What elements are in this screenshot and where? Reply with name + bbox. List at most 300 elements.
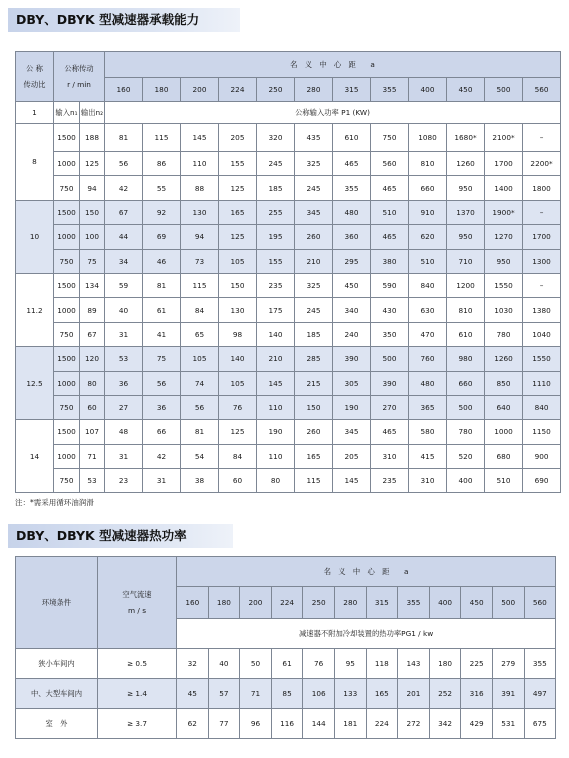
power-value: 56 (181, 395, 219, 419)
power-value: 590 (371, 273, 409, 297)
power-value: 59 (105, 273, 143, 297)
output-speed: 60 (80, 395, 105, 419)
power-value: 760 (409, 347, 447, 371)
thermal-value: 316 (461, 679, 493, 709)
thermal-value: 96 (240, 709, 272, 739)
speed-header (54, 52, 105, 102)
power-value: 65 (181, 322, 219, 346)
power-value: 465 (371, 225, 409, 249)
power-value: 660 (409, 176, 447, 200)
power-value: 110 (257, 395, 295, 419)
power-value: 345 (333, 420, 371, 444)
power-value: 1900* (485, 200, 523, 224)
power-value: 140 (257, 322, 295, 346)
center-value: 355 (398, 587, 430, 619)
thermal-value: 85 (271, 679, 303, 709)
input-speed: 1000 (54, 225, 80, 249)
power-value: 260 (295, 225, 333, 249)
power-value: 74 (181, 371, 219, 395)
thermal-value: 32 (177, 649, 209, 679)
power-value: 34 (105, 249, 143, 273)
thermal-value: 225 (461, 649, 493, 679)
power-value: 1200 (447, 273, 485, 297)
power-value: 145 (333, 469, 371, 493)
ratio-value: 14 (16, 420, 54, 493)
center-value: 560 (523, 78, 561, 102)
power-value: 435 (295, 124, 333, 152)
power-value: 185 (295, 322, 333, 346)
thermal-value: 355 (524, 649, 556, 679)
power-value: 145 (257, 371, 295, 395)
output-speed: 80 (80, 371, 105, 395)
center-value: 224 (271, 587, 303, 619)
input-speed: 750 (54, 395, 80, 419)
center-value: 500 (485, 78, 523, 102)
thermal-value: 118 (366, 649, 398, 679)
table-row (16, 444, 561, 468)
output-speed: 75 (80, 249, 105, 273)
power-value: 680 (485, 444, 523, 468)
air-speed-header (98, 557, 177, 649)
power-value: 430 (371, 298, 409, 322)
power-value: 125 (219, 420, 257, 444)
table-row (16, 649, 556, 679)
power-value: 195 (257, 225, 295, 249)
thermal-power-label: 减速器不附加冷却装置的热功率PG1 / kw (177, 619, 556, 649)
power-value: 285 (295, 347, 333, 371)
power-value: 80 (257, 469, 295, 493)
thermal-value: 279 (492, 649, 524, 679)
power-value: 245 (295, 176, 333, 200)
power-value: 500 (447, 395, 485, 419)
table-row (16, 347, 561, 371)
power-value: 260 (295, 420, 333, 444)
power-value: 23 (105, 469, 143, 493)
thermal-value: 181 (334, 709, 366, 739)
output-speed: 71 (80, 444, 105, 468)
thermal-value: 62 (177, 709, 209, 739)
input-speed-label: 输入n₁ (54, 102, 80, 124)
output-speed: 150 (80, 200, 105, 224)
power-value: 105 (181, 347, 219, 371)
center-value: 180 (143, 78, 181, 102)
thermal-value: 95 (334, 649, 366, 679)
power-value: 235 (371, 469, 409, 493)
thermal-value: 497 (524, 679, 556, 709)
power-value: 1370 (447, 200, 485, 224)
center-distance-header: 名 义 中 心 距 a (177, 557, 556, 587)
power-value: 1270 (485, 225, 523, 249)
power-value: 69 (143, 225, 181, 249)
power-value: 810 (447, 298, 485, 322)
table-row (16, 420, 561, 444)
power-value: 84 (219, 444, 257, 468)
power-value: 1150 (523, 420, 561, 444)
environment-value: 中、大型车间内 (16, 679, 98, 709)
center-value: 450 (447, 78, 485, 102)
power-value: 44 (105, 225, 143, 249)
power-value: 1110 (523, 371, 561, 395)
power-value: 115 (295, 469, 333, 493)
thermal-value: 40 (208, 649, 240, 679)
output-speed: 94 (80, 176, 105, 200)
power-value: 560 (371, 152, 409, 176)
thermal-table (15, 556, 556, 739)
thermal-value: 77 (208, 709, 240, 739)
power-value: 55 (143, 176, 181, 200)
power-value: 950 (485, 249, 523, 273)
power-value: 1680* (447, 124, 485, 152)
power-value: 1380 (523, 298, 561, 322)
power-value: 415 (409, 444, 447, 468)
power-value: 61 (143, 298, 181, 322)
input-speed: 1000 (54, 298, 80, 322)
power-value: 610 (333, 124, 371, 152)
power-value: 140 (219, 347, 257, 371)
power-value: 1550 (523, 347, 561, 371)
power-value: 465 (371, 176, 409, 200)
thermal-value: 342 (429, 709, 461, 739)
power-value: 340 (333, 298, 371, 322)
section-title-thermal: DBY、DBYK 型减速器热功率 (8, 524, 233, 548)
power-value: 520 (447, 444, 485, 468)
air-speed-value: ≥ 0.5 (98, 649, 177, 679)
thermal-value: 675 (524, 709, 556, 739)
power-value: 205 (219, 124, 257, 152)
power-value: 67 (105, 200, 143, 224)
ratio-header-line2: 传动比 (23, 79, 46, 89)
power-value: 850 (485, 371, 523, 395)
thermal-value: 272 (398, 709, 430, 739)
power-value: 950 (447, 225, 485, 249)
power-value: 48 (105, 420, 143, 444)
power-value: 235 (257, 273, 295, 297)
output-speed: 67 (80, 322, 105, 346)
power-value: 1030 (485, 298, 523, 322)
center-value: 280 (295, 78, 333, 102)
power-value: 92 (143, 200, 181, 224)
power-value: 480 (409, 371, 447, 395)
power-value: 390 (333, 347, 371, 371)
power-value: – (523, 273, 561, 297)
thermal-value: 391 (492, 679, 524, 709)
power-value: 56 (143, 371, 181, 395)
thermal-value: 144 (303, 709, 335, 739)
input-speed: 1000 (54, 444, 80, 468)
output-speed: 89 (80, 298, 105, 322)
power-value: 41 (143, 322, 181, 346)
power-value: 155 (219, 152, 257, 176)
power-value: 510 (409, 249, 447, 273)
thermal-value: 180 (429, 649, 461, 679)
capacity-table (15, 51, 561, 493)
power-value: 73 (181, 249, 219, 273)
thermal-value: 201 (398, 679, 430, 709)
power-value: 110 (181, 152, 219, 176)
power-value: 255 (257, 200, 295, 224)
power-value: 185 (257, 176, 295, 200)
power-value: 620 (409, 225, 447, 249)
power-value: 2200* (523, 152, 561, 176)
power-value: 1800 (523, 176, 561, 200)
ratio-value: 11.2 (16, 273, 54, 346)
power-value: 150 (295, 395, 333, 419)
air-speed-value: ≥ 1.4 (98, 679, 177, 709)
environment-header: 环境条件 (16, 557, 98, 649)
table-row (16, 679, 556, 709)
power-value: 190 (257, 420, 295, 444)
ratio-value: 10 (16, 200, 54, 273)
center-distance-header: 名 义 中 心 距 a (105, 52, 561, 78)
power-value: 125 (219, 225, 257, 249)
power-value: 1400 (485, 176, 523, 200)
table-row (16, 200, 561, 224)
power-value: 2100* (485, 124, 523, 152)
power-value: 115 (143, 124, 181, 152)
power-value: 115 (181, 273, 219, 297)
power-value: 660 (447, 371, 485, 395)
power-value: 910 (409, 200, 447, 224)
thermal-value: 61 (271, 649, 303, 679)
input-speed: 1000 (54, 371, 80, 395)
output-speed: 53 (80, 469, 105, 493)
input-speed: 1500 (54, 200, 80, 224)
center-value: 280 (334, 587, 366, 619)
power-value: 1000 (485, 420, 523, 444)
power-value: 1300 (523, 249, 561, 273)
power-value: 360 (333, 225, 371, 249)
power-value: 56 (105, 152, 143, 176)
thermal-value: 45 (177, 679, 209, 709)
center-value: 250 (303, 587, 335, 619)
power-value: 580 (409, 420, 447, 444)
power-value: 31 (105, 444, 143, 468)
power-value: 53 (105, 347, 143, 371)
thermal-value: 71 (240, 679, 272, 709)
power-value: – (523, 200, 561, 224)
power-value: 1700 (523, 225, 561, 249)
air-speed-header-line1: 空气流速 (122, 590, 152, 599)
thermal-value: 50 (240, 649, 272, 679)
thermal-value: 224 (366, 709, 398, 739)
power-value: 295 (333, 249, 371, 273)
power-value: 900 (523, 444, 561, 468)
thermal-value: 531 (492, 709, 524, 739)
input-speed: 750 (54, 249, 80, 273)
power-value: 190 (333, 395, 371, 419)
power-value: 210 (295, 249, 333, 273)
thermal-value: 57 (208, 679, 240, 709)
power-value: 305 (333, 371, 371, 395)
input-speed: 1000 (54, 152, 80, 176)
thermal-value: 429 (461, 709, 493, 739)
power-value: 270 (371, 395, 409, 419)
power-value: 840 (409, 273, 447, 297)
air-speed-value: ≥ 3.7 (98, 709, 177, 739)
center-value: 400 (429, 587, 461, 619)
power-value: 750 (371, 124, 409, 152)
power-value: 150 (219, 273, 257, 297)
center-value: 180 (208, 587, 240, 619)
power-value: 94 (181, 225, 219, 249)
center-value: 224 (219, 78, 257, 102)
power-value: 36 (105, 371, 143, 395)
output-speed: 100 (80, 225, 105, 249)
table-row (16, 176, 561, 200)
output-speed: 134 (80, 273, 105, 297)
thermal-value: 252 (429, 679, 461, 709)
input-speed: 750 (54, 469, 80, 493)
power-value: 465 (333, 152, 371, 176)
power-value: 240 (333, 322, 371, 346)
power-value: 465 (371, 420, 409, 444)
input-speed: 750 (54, 322, 80, 346)
output-speed: 120 (80, 347, 105, 371)
power-value: 81 (105, 124, 143, 152)
power-value: 245 (295, 298, 333, 322)
power-value: 105 (219, 249, 257, 273)
thermal-value: 116 (271, 709, 303, 739)
power-value: 1550 (485, 273, 523, 297)
center-value: 560 (524, 587, 556, 619)
ratio-header-line1: 公 称 (26, 63, 43, 73)
power-value: 325 (295, 273, 333, 297)
power-value: 810 (409, 152, 447, 176)
center-value: 500 (492, 587, 524, 619)
air-speed-header-line2: m / s (127, 606, 146, 615)
input-speed: 1500 (54, 420, 80, 444)
thermal-value: 133 (334, 679, 366, 709)
power-value: 66 (143, 420, 181, 444)
power-value: 165 (295, 444, 333, 468)
power-value: 470 (409, 322, 447, 346)
power-value: 500 (371, 347, 409, 371)
power-value: 1040 (523, 322, 561, 346)
power-value: 980 (447, 347, 485, 371)
power-value: 155 (257, 249, 295, 273)
output-speed: 188 (80, 124, 105, 152)
speed-header-line2: r / min (67, 80, 91, 89)
power-value: 310 (371, 444, 409, 468)
power-value: 510 (371, 200, 409, 224)
environment-value: 室 外 (16, 709, 98, 739)
ratio-value: 12.5 (16, 347, 54, 420)
power-value: 1260 (447, 152, 485, 176)
power-value: 130 (219, 298, 257, 322)
power-value: 840 (523, 395, 561, 419)
ratio-label: 1 (16, 102, 54, 124)
power-value: 510 (485, 469, 523, 493)
input-speed: 1500 (54, 124, 80, 152)
thermal-value: 106 (303, 679, 335, 709)
power-value: 610 (447, 322, 485, 346)
power-value: 390 (371, 371, 409, 395)
power-value: 76 (219, 395, 257, 419)
input-speed: 1500 (54, 347, 80, 371)
table-row (16, 709, 556, 739)
power-value: 320 (257, 124, 295, 152)
power-value: – (523, 124, 561, 152)
power-value: 54 (181, 444, 219, 468)
center-value: 400 (409, 78, 447, 102)
power-value: 355 (333, 176, 371, 200)
center-value: 160 (105, 78, 143, 102)
power-value: 450 (333, 273, 371, 297)
power-label: 公称输入功率 P1 (KW) (105, 102, 561, 124)
power-value: 245 (257, 152, 295, 176)
power-value: 210 (257, 347, 295, 371)
speed-header-line1: 公称传动 (64, 64, 94, 73)
table-row (16, 124, 561, 152)
power-value: 1260 (485, 347, 523, 371)
power-value: 31 (143, 469, 181, 493)
power-value: 86 (143, 152, 181, 176)
power-value: 105 (219, 371, 257, 395)
table-row (16, 298, 561, 322)
power-value: 27 (105, 395, 143, 419)
thermal-value: 76 (303, 649, 335, 679)
power-value: 780 (447, 420, 485, 444)
power-value: 130 (181, 200, 219, 224)
center-value: 200 (181, 78, 219, 102)
power-value: 84 (181, 298, 219, 322)
power-value: 36 (143, 395, 181, 419)
power-value: 365 (409, 395, 447, 419)
power-value: 690 (523, 469, 561, 493)
ratio-value: 8 (16, 124, 54, 201)
table-row (16, 371, 561, 395)
center-value: 250 (257, 78, 295, 102)
power-value: 81 (181, 420, 219, 444)
input-speed: 1500 (54, 273, 80, 297)
input-speed: 750 (54, 176, 80, 200)
power-value: 345 (295, 200, 333, 224)
power-value: 380 (371, 249, 409, 273)
center-value: 160 (177, 587, 209, 619)
power-value: 42 (105, 176, 143, 200)
center-value: 315 (366, 587, 398, 619)
power-value: 38 (181, 469, 219, 493)
power-value: 110 (257, 444, 295, 468)
power-value: 31 (105, 322, 143, 346)
power-value: 125 (219, 176, 257, 200)
power-value: 950 (447, 176, 485, 200)
power-value: 310 (409, 469, 447, 493)
section-title-capacity: DBY、DBYK 型减速器承载能力 (8, 8, 240, 32)
power-value: 46 (143, 249, 181, 273)
power-value: 145 (181, 124, 219, 152)
power-value: 60 (219, 469, 257, 493)
power-value: 480 (333, 200, 371, 224)
output-speed: 107 (80, 420, 105, 444)
power-value: 205 (333, 444, 371, 468)
table-row (16, 225, 561, 249)
table-row (16, 249, 561, 273)
power-value: 640 (485, 395, 523, 419)
power-value: 1080 (409, 124, 447, 152)
environment-value: 狭小车间内 (16, 649, 98, 679)
power-value: 780 (485, 322, 523, 346)
center-value: 315 (333, 78, 371, 102)
power-value: 630 (409, 298, 447, 322)
power-value: 165 (219, 200, 257, 224)
power-value: 1700 (485, 152, 523, 176)
ratio-header (16, 52, 54, 102)
power-value: 42 (143, 444, 181, 468)
power-value: 88 (181, 176, 219, 200)
power-value: 215 (295, 371, 333, 395)
table-row (16, 322, 561, 346)
